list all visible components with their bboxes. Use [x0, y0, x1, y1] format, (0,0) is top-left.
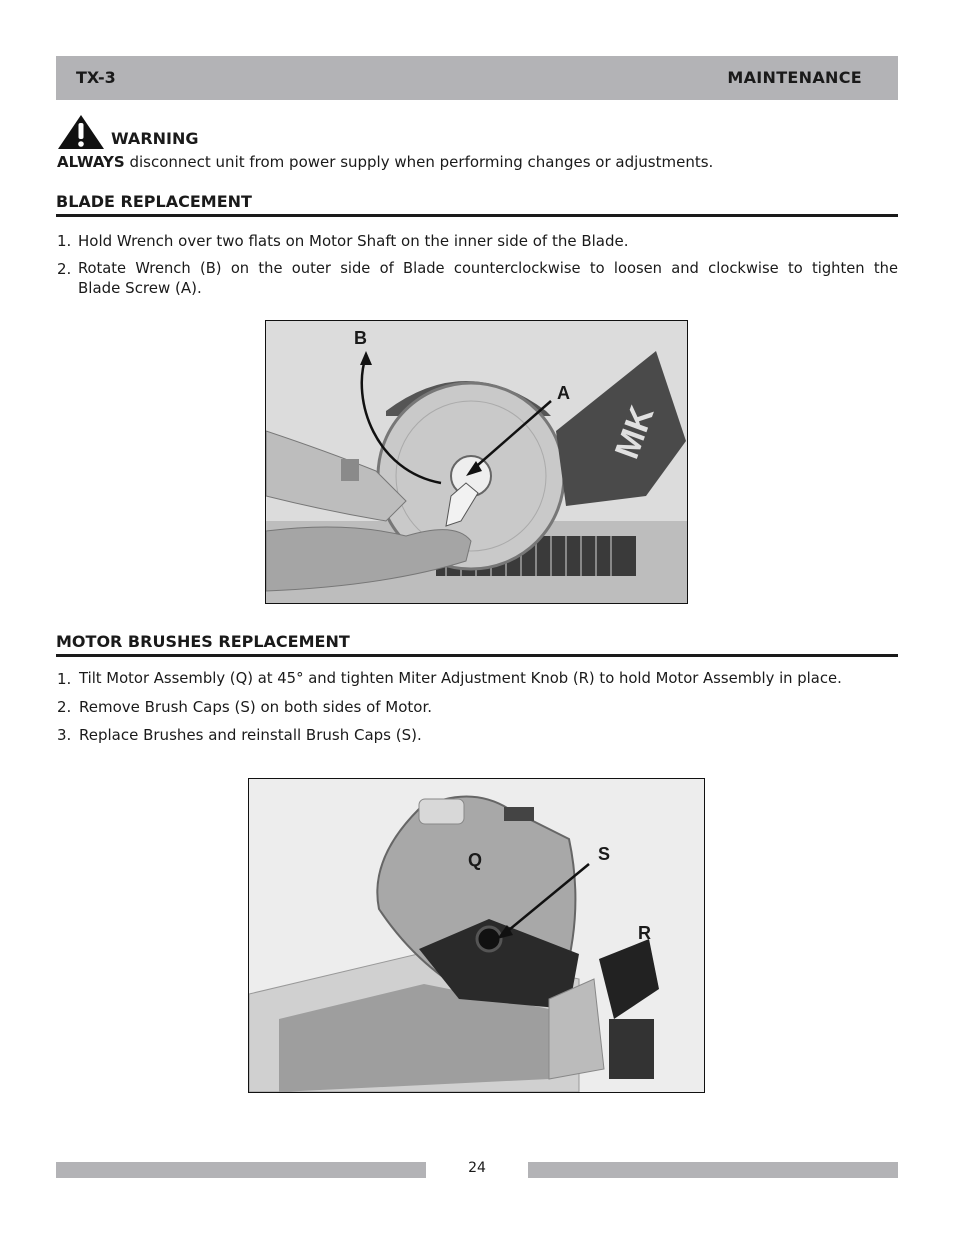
- step-number: 2.: [57, 698, 72, 716]
- step-number: 2.: [57, 260, 72, 278]
- list-item: [57, 232, 898, 252]
- figure-label-q: Q: [468, 850, 483, 870]
- warning-title: WARNING: [111, 129, 199, 148]
- header-bar: [56, 56, 898, 100]
- list-item: [57, 726, 898, 746]
- motor-brushes-heading: MOTOR BRUSHES REPLACEMENT: [56, 632, 898, 657]
- blade-replacement-photo: [265, 320, 688, 604]
- step-number: 1.: [57, 670, 72, 688]
- figure-label-b: B: [354, 328, 367, 348]
- figure-label-s: S: [598, 844, 611, 864]
- warning-triangle-icon: [57, 114, 105, 150]
- motor-brushes-photo: [248, 778, 705, 1093]
- step-text-continued: Blade Screw (A).: [78, 279, 202, 297]
- blade-replacement-heading: BLADE REPLACEMENT: [56, 192, 898, 217]
- section-title: MAINTENANCE: [727, 68, 862, 87]
- list-item: [57, 670, 898, 690]
- warning-emphasis: ALWAYS: [57, 153, 125, 171]
- model-label: TX-3: [76, 68, 116, 87]
- step-text: Replace Brushes and reinstall Brush Caps (S).: [79, 726, 422, 744]
- list-item: [57, 698, 898, 718]
- figure-label-a: A: [557, 383, 570, 403]
- step-text: Rotate Wrench (B) on the outer side of Blade counterclockwise to loosen and clockwise to tighten the: [78, 260, 898, 277]
- page-number: 24: [468, 1160, 486, 1176]
- step-number: 3.: [57, 726, 72, 744]
- warning-text: [57, 153, 713, 171]
- step-number: 1.: [57, 232, 72, 250]
- blade-brand-mark: MK: [607, 401, 662, 464]
- figure-label-r: R: [638, 923, 651, 943]
- step-text: Hold Wrench over two flats on Motor Shaft on the inner side of the Blade.: [78, 232, 629, 250]
- warning-body: disconnect unit from power supply when performing changes or adjustments.: [124, 153, 714, 171]
- step-text: Remove Brush Caps (S) on both sides of Motor.: [79, 698, 433, 716]
- step-text: Tilt Motor Assembly (Q) at 45° and tighten Miter Adjustment Knob (R) to hold Motor Assembly in place.: [79, 670, 842, 687]
- list-item: [57, 260, 898, 300]
